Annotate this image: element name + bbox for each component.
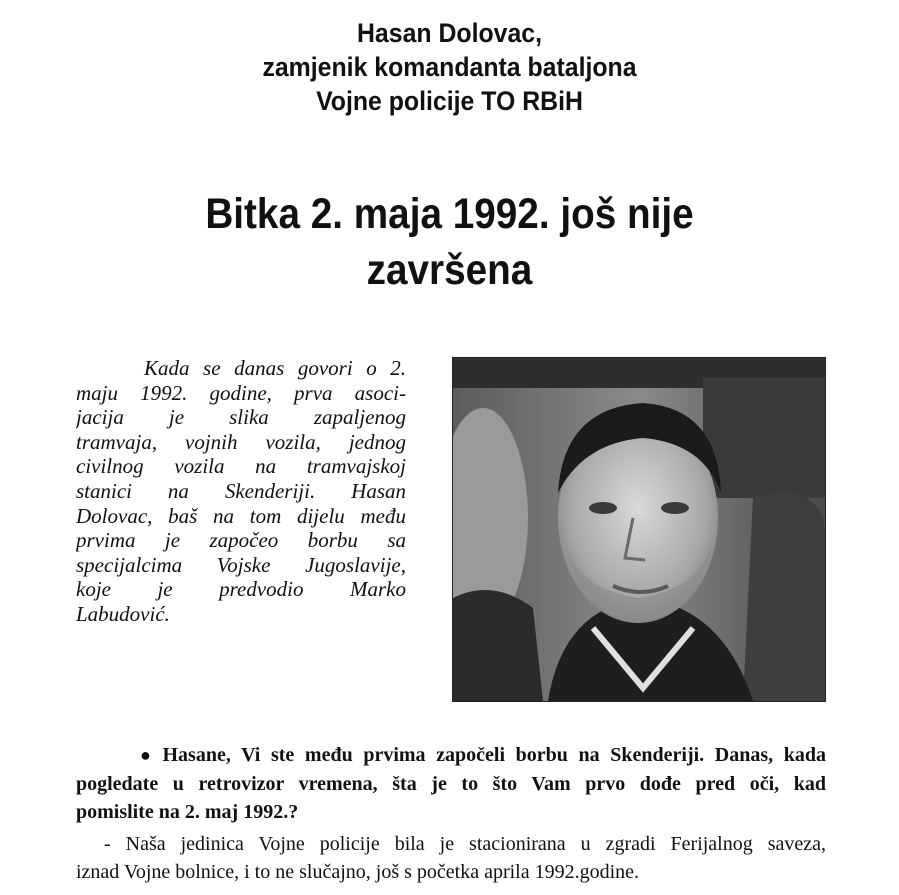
lead-line: Kada se danas govori o 2. <box>144 356 406 380</box>
lead-paragraph <box>76 356 406 627</box>
bullet-icon: ● <box>140 745 157 765</box>
question-line: pomislite na 2. maj 1992.? <box>76 801 299 823</box>
subtitle-block <box>36 16 863 118</box>
lead-line: civilnog vozila na tramvajskoj <box>76 454 406 479</box>
lead-line: specijalcima Vojske Jugoslavije, <box>76 552 406 577</box>
lead-line: Dolovac, baš na tom dijelu među <box>76 503 406 528</box>
interviewee-role: zamjenik komandanta bataljona <box>262 52 637 82</box>
interviewee-unit: Vojne policije TO RBiH <box>316 86 583 116</box>
lead-line: koje je predvodio Marko <box>76 577 406 602</box>
interviewee-name: Hasan Dolovac, <box>356 18 542 48</box>
article-title-line-2: završena <box>366 246 533 294</box>
portrait-photo-icon <box>453 358 825 701</box>
lead-line: stanici na Skenderiji. Hasan <box>76 478 406 503</box>
question-line <box>76 741 826 770</box>
lead-line: prvima je započeo borbu sa <box>76 528 406 553</box>
answer-line: iznad Vojne bolnice, i to ne slučajno, još s početka aprila 1992.godine. <box>76 861 640 883</box>
question-line-text: Hasane, Vi ste među prvima započeli borbu na Skenderiji. Danas, kada <box>162 744 826 766</box>
question-line: pogledate u retrovizor vremena, šta je to što Vam prvo dođe pred oči, kad <box>76 772 826 795</box>
interview-answer <box>76 830 826 887</box>
portrait-photo <box>452 357 826 702</box>
interview-question <box>76 741 826 827</box>
article-title-line-1: Bitka 2. maja 1992. još nije <box>205 190 694 238</box>
lead-line: Labudović. <box>76 601 170 626</box>
lead-line: maju 1992. godine, prva asoci- <box>76 380 406 405</box>
lead-line: tramvaja, vojnih vozila, jednog <box>76 429 406 454</box>
interview-section <box>76 741 826 887</box>
article-title <box>45 186 854 298</box>
lead-line: jacija je slika zapaljenog <box>76 405 406 430</box>
answer-line: - Naša jedinica Vojne policije bila je stacionirana u zgradi Ferijalnog saveza, <box>104 832 826 855</box>
